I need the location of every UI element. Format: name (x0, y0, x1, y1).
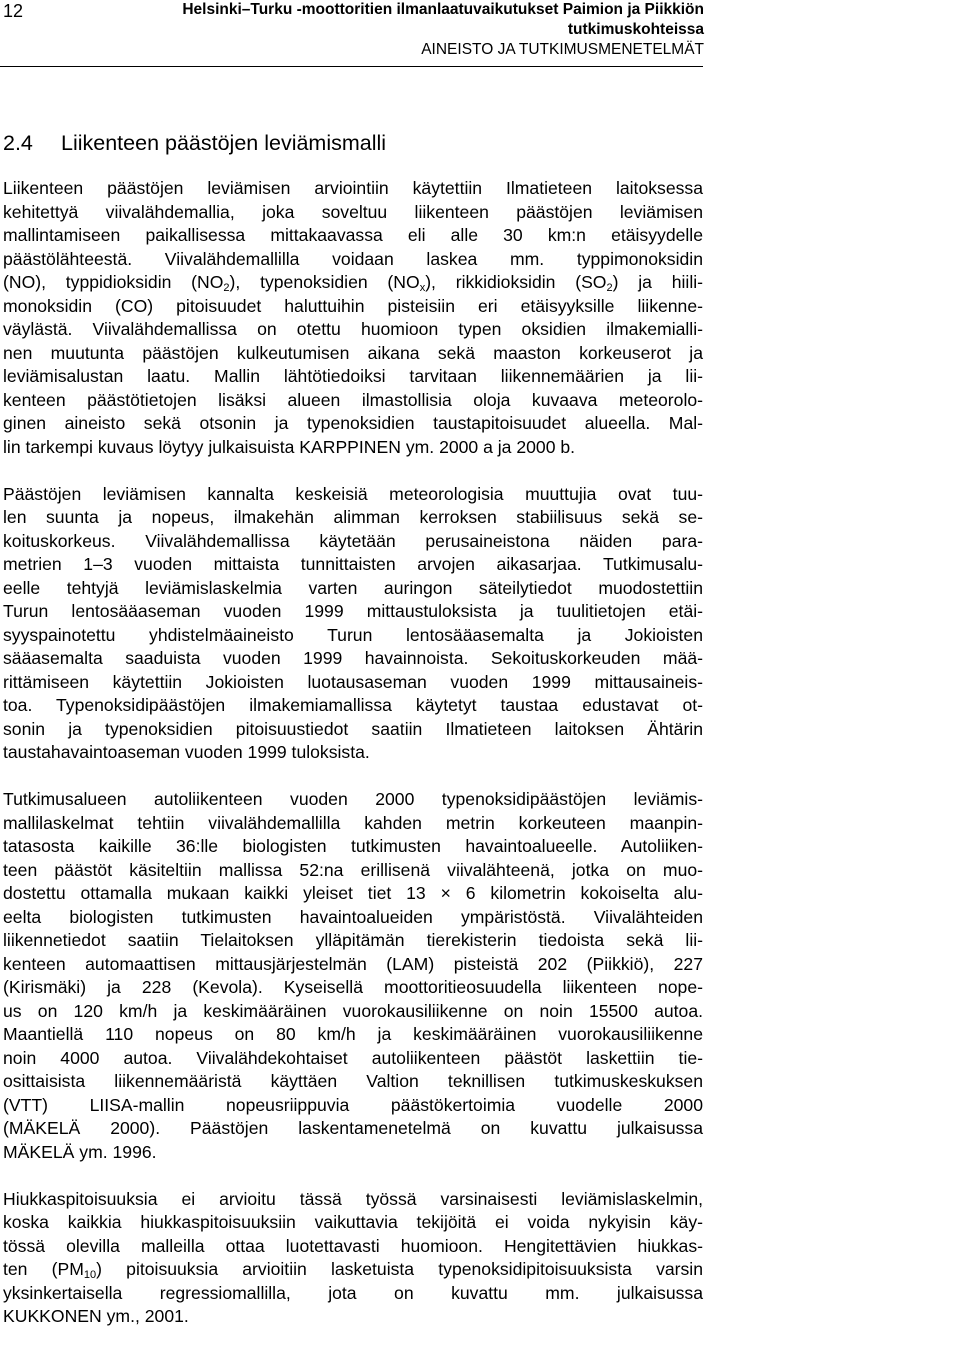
text-line: len suunta ja nopeus, ilmakehän alimman kerroksen stabiilisuus sekä se- (3, 507, 703, 527)
subscript: 10 (83, 1269, 97, 1281)
text-segment: ) ja hiili- (612, 272, 703, 292)
text-line: Hiukkaspitoisuuksia ei arvioitu tässä työssä varsinaisesti leviämislaskelmin, (3, 1188, 703, 1209)
text-line: (VTT) LIISA-mallin nopeusriippuvia päästökertoimia vuodelle 2000 (3, 1094, 703, 1115)
text-line: KUKKONEN ym., 2001. (3, 1306, 189, 1326)
text-line: väylästä. Viivalähdemallissa on otettu huomioon typen oksidien ilmakemialli- (3, 319, 703, 339)
running-header (44, 0, 704, 60)
subscript: 2 (606, 282, 613, 294)
section-title: Liikenteen päästöjen leviämismalli (61, 131, 387, 155)
text-line: taustahavaintoaseman vuoden 1999 tuloksista. (3, 742, 370, 762)
page-number: 12 (3, 1, 24, 21)
subscript: 2 (223, 282, 230, 294)
text-line: syyspainotettu yhdistelmäaineisto Turun lentosääasemalta ja Jokioisten (3, 624, 703, 645)
text-line: us on 120 km/h ja keskimääräinen vuorokausiliikenne on noin 15500 autoa. (3, 1000, 703, 1021)
text-line (3, 1258, 703, 1282)
section-number: 2.4 (3, 131, 33, 155)
text-line: päästölähteestä. Viivalähdemallilla voidaan laskea mm. typpimonoksidin (3, 248, 703, 269)
text-segment: ten (PM (3, 1259, 84, 1279)
header-section-name: AINEISTO JA TUTKIMUSMENETELMÄT (421, 41, 704, 58)
header-divider (0, 66, 703, 67)
text-line: liikennetiedot saatiin Tielaitoksen ylläpitämän tierekisterin tiedoista sekä lii- (3, 930, 703, 950)
body-text (3, 177, 703, 1352)
text-line: metrien 1–3 vuoden mittaista tunnittaisten arvojen aikasarjaa. Tutkimusalu- (3, 554, 703, 574)
text-line: dostettu ottamalla mukaan kaikki yleiset tiet 13 × 6 kilometrin kokoiselta alu- (3, 883, 703, 903)
text-line: toa. Typenoksidipäästöjen ilmakemiamallissa käytetyt taustaa edustavat ot- (3, 695, 703, 715)
text-line: MÄKELÄ ym. 1996. (3, 1141, 157, 1162)
paragraph (3, 177, 703, 459)
text-line: mallintamiseen paikallisessa mittakaavassa eli alle 30 km:n etäisyydelle (3, 225, 703, 245)
text-line: lin tarkempi kuvaus löytyy julkaisuista KARPPINEN ym. 2000 a ja 2000 b. (3, 436, 576, 457)
paragraph (3, 788, 703, 1164)
text-line: osittaisista liikennemääristä käyttäen Valtion teknillisen tutkimuskeskuksen (3, 1071, 703, 1091)
section-heading (3, 129, 703, 157)
text-line: kehitettyä viivalähdemallia, joka soveltuu liikenteen päästöjen leviämisen (3, 201, 703, 222)
text-line: Turun lentosääaseman vuoden 1999 mittaustuloksista ja tuulitietojen etäi- (3, 601, 703, 621)
text-line: Liikenteen päästöjen leviämisen arviointiin käytettiin Ilmatieteen laitoksessa (3, 178, 703, 198)
paragraph (3, 1188, 703, 1329)
text-segment: ), rikkidioksidin (SO (425, 272, 607, 292)
text-line: noin 4000 autoa. Viivalähdekohtaiset autoliikenteen päästöt laskettiin tie- (3, 1047, 703, 1068)
text-line: koska kaikkia hiukkaspitoisuuksiin vaikuttavia tekijöitä ei voida nykyisin käy- (3, 1212, 703, 1232)
text-line: Maantiellä 110 nopeus on 80 km/h ja keskimääräinen vuorokausiliikenne (3, 1024, 703, 1044)
text-line: mallilaskelmat tehtiin viivalähdemallilla kahden metrin korkeuteen maanpin- (3, 812, 703, 833)
text-line: (MÄKELÄ 2000). Päästöjen laskentamenetelmä on kuvattu julkaisussa (3, 1118, 703, 1138)
text-line: teen päästöt käsiteltiin mallissa 52:na erillisenä viivalähteenä, jotka on muo- (3, 859, 703, 880)
text-line: koituskorkeus. Viivalähdemallissa käytetään perusaineistona näiden para- (3, 530, 703, 551)
text-line: sääasemalta saaduista vuoden 1999 havainnoista. Sekoituskorkeuden mää- (3, 648, 703, 668)
text-line: tössä olevilla malleilla ottaa luotettavasti huomioon. Hengitettävien hiukkas- (3, 1235, 703, 1256)
text-line: nen muutunta päästöjen kulkeutumisen aikana sekä maaston korkeuserot ja (3, 342, 703, 363)
text-line: rittämiseen käytettiin Jokioisten luotausaseman vuoden 1999 mittausaineis- (3, 671, 703, 692)
text-line: Päästöjen leviämisen kannalta keskeisiä meteorologisia muuttujia ovat tuu- (3, 483, 703, 504)
text-line (3, 271, 703, 295)
text-segment: ), typenoksidien (NO (229, 272, 420, 292)
text-segment: ) pitoisuuksia arvioitiin lasketuista typenoksidipitoisuuksista varsin (96, 1259, 703, 1279)
header-title-line-1: Helsinki–Turku -moottoritien ilmanlaatuvaikutukset Paimion ja Piikkiön (182, 1, 704, 18)
text-line: sonin ja typenoksidien pitoisuustiedot saatiin Ilmatieteen laitoksen Ähtärin (3, 718, 703, 739)
subscript: x (419, 282, 426, 294)
text-line: ginen aineisto sekä otsonin ja typenoksidien taustapitoisuudet alueella. Mal- (3, 413, 703, 433)
text-line: yksinkertaisella regressiomallilla, jota on kuvattu mm. julkaisussa (3, 1282, 703, 1303)
text-line: kenteen päästötietojen lisäksi alueen ilmastollisia oloja kuvaava meteorolo- (3, 389, 703, 410)
text-line: Tutkimusalueen autoliikenteen vuoden 2000 typenoksidipäästöjen leviämis- (3, 789, 703, 809)
text-line: eelta biologisten tutkimusten havaintoalueiden ympäristöstä. Viivalähteiden (3, 906, 703, 927)
text-line: eelle tehtyjä leviämislaskelmia varten auringon säteilytiedot muodostettiin (3, 577, 703, 598)
header-title-line-2: tutkimuskohteissa (567, 21, 704, 38)
paragraph (3, 483, 703, 765)
text-line: monoksidin (CO) pitoisuudet haluttuihin pisteisiin eri etäisyyksille liikenne- (3, 295, 703, 316)
text-segment: (NO), typpidioksidin (NO (3, 272, 224, 292)
text-line: leviämisalustan laatu. Mallin lähtötiedoiksi tarvitaan liikennemäärien ja lii- (3, 366, 703, 386)
text-line: (Kirismäki) ja 228 (Kevola). Kyseisellä moottoritieosuudella liikenteen nope- (3, 977, 703, 997)
text-line: tatasosta kaikille 36:lle biologisten tutkimusten havaintoalueelle. Autoliiken- (3, 836, 703, 856)
text-line: kenteen automaattisen mittausjärjestelmän (LAM) pisteistä 202 (Piikkiö), 227 (3, 953, 703, 974)
